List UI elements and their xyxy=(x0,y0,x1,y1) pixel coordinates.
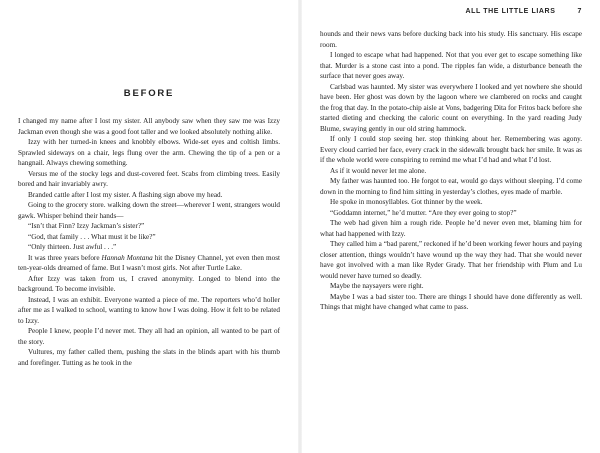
paragraph: Izzy with her turned-in knees and knobbly elbows. Wide-set eyes and coltish limbs. Sprawled sideways on a chair, legs flung over the arm. Chewing the tip of a pen or a hangnail. Always chewing something. xyxy=(18,138,280,167)
page-number: 7 xyxy=(577,8,582,15)
text-run: It was three years before xyxy=(28,253,102,262)
paragraph: Going to the grocery store. walking down the street—wherever I went, strangers would gawk. Whisper behind their hands— xyxy=(18,201,280,220)
right-page-body xyxy=(320,29,582,313)
dialogue-line: “God, that family . . . What must it be like?” xyxy=(28,232,156,241)
paragraph: Branded cattle after I lost my sister. A flashing sign above my head. xyxy=(28,190,223,199)
paragraph: My father was haunted too. He forgot to eat, would go days without sleeping. I’d come down in the morning to find him sitting in yesterday’s clothes, eyes made of marble. xyxy=(320,177,582,196)
paragraph: After Izzy was taken from us, I craved anonymity. Longed to blend into the background. To become invisible. xyxy=(18,274,280,293)
paragraph: The web had given him a rough ride. People he’d never even met, blaming him for what had happened with Izzy. xyxy=(320,219,582,238)
dialogue-line: “Goddamn internet,” he’d mutter. “Are they ever going to stop?” xyxy=(330,208,517,217)
paragraph: Maybe I was a bad sister too. There are things I should have done differently as well. Things that might have changed what came to pass. xyxy=(320,292,582,311)
paragraph: He spoke in monosyllables. Got thinner by the week. xyxy=(330,198,483,206)
paragraph: Versus me of the stocky legs and dust-covered feet. Scabs from climbing trees. Easily bored and hair invariably awry. xyxy=(18,169,280,188)
right-page xyxy=(302,0,600,453)
paragraph: They called him a “bad parent,” reckoned if he’d been working fewer hours and paying closer attention, things wouldn’t have wound up the way they had. That she would never have got involved with a man like Ryder Grady. That her friendship with Plum and Lu would never have turned so deadly. xyxy=(320,240,582,280)
running-head xyxy=(302,8,582,15)
paragraph: Vultures, my father called them, pushing the slats in the blinds apart with his thumb and forefinger. Tutting as he took in the xyxy=(18,348,280,367)
paragraph: If only I could stop seeing her. stop thinking about her. Remembering was agony. Every cloud carried her face, every crack in the sidewalk brought back her smile. It was as if the whole world were conspiring to remind me what I’d had and what I’d lost. xyxy=(320,135,582,164)
text-run: hit the Disney Channel, yet even then most ten-year-olds dreamed of fame. But I wasn’t most girls. Not after Turtle Lake. xyxy=(18,253,281,272)
dialogue-line: “Isn’t that Finn? Izzy Jackman’s sister?” xyxy=(28,222,145,230)
dialogue-line: “Only thirteen. Just awful . . .” xyxy=(28,243,117,251)
paragraph: Carlsbad was haunted. My sister was everywhere I looked and yet nowhere she should have been. Her ghost was down by the lagoon where we clambered on rocks and caught the frog that day. In the potato-chip aisle at Vons, badgering Dita for Fritos back before she started dieting and checking the caloric count on everything. In the yard reading Judy Blume, swaying gently in our old string hammock. xyxy=(320,82,582,133)
left-page xyxy=(0,0,298,453)
paragraph xyxy=(18,253,280,274)
paragraph: Maybe the naysayers were right. xyxy=(330,282,424,290)
paragraph: I longed to escape what had happened. Not that you ever get to escape something like that. Murder is a stone cast into a pond. The ripples fan wide, a disturbance beneath the surface that never goes away. xyxy=(320,51,582,80)
paragraph: Instead, I was an exhibit. Everyone wanted a piece of me. The reporters who’d holler after me as I walked to school, wanting to know how I was doing. How it felt to be related to Izzy. xyxy=(18,295,280,325)
paragraph: As if it would never let me alone. xyxy=(330,166,427,175)
left-page-body xyxy=(18,116,280,368)
paragraph: People I knew, people I’d never met. They all had an opinion, all wanted to be part of the story. xyxy=(18,327,280,346)
show-title: Hannah Montana xyxy=(101,253,153,262)
paragraph: I changed my name after I lost my sister. All anybody saw when they saw me was Izzy Jackman even though she was a good foot taller and we looked absolutely nothing alike. xyxy=(18,117,280,136)
running-head-title: ALL THE LITTLE LIARS xyxy=(465,8,556,15)
continued-paragraph: hounds and their news vans before ducking back into his study. His sanctuary. His escape room. xyxy=(320,30,582,49)
chapter-title: BEFORE xyxy=(123,88,175,99)
